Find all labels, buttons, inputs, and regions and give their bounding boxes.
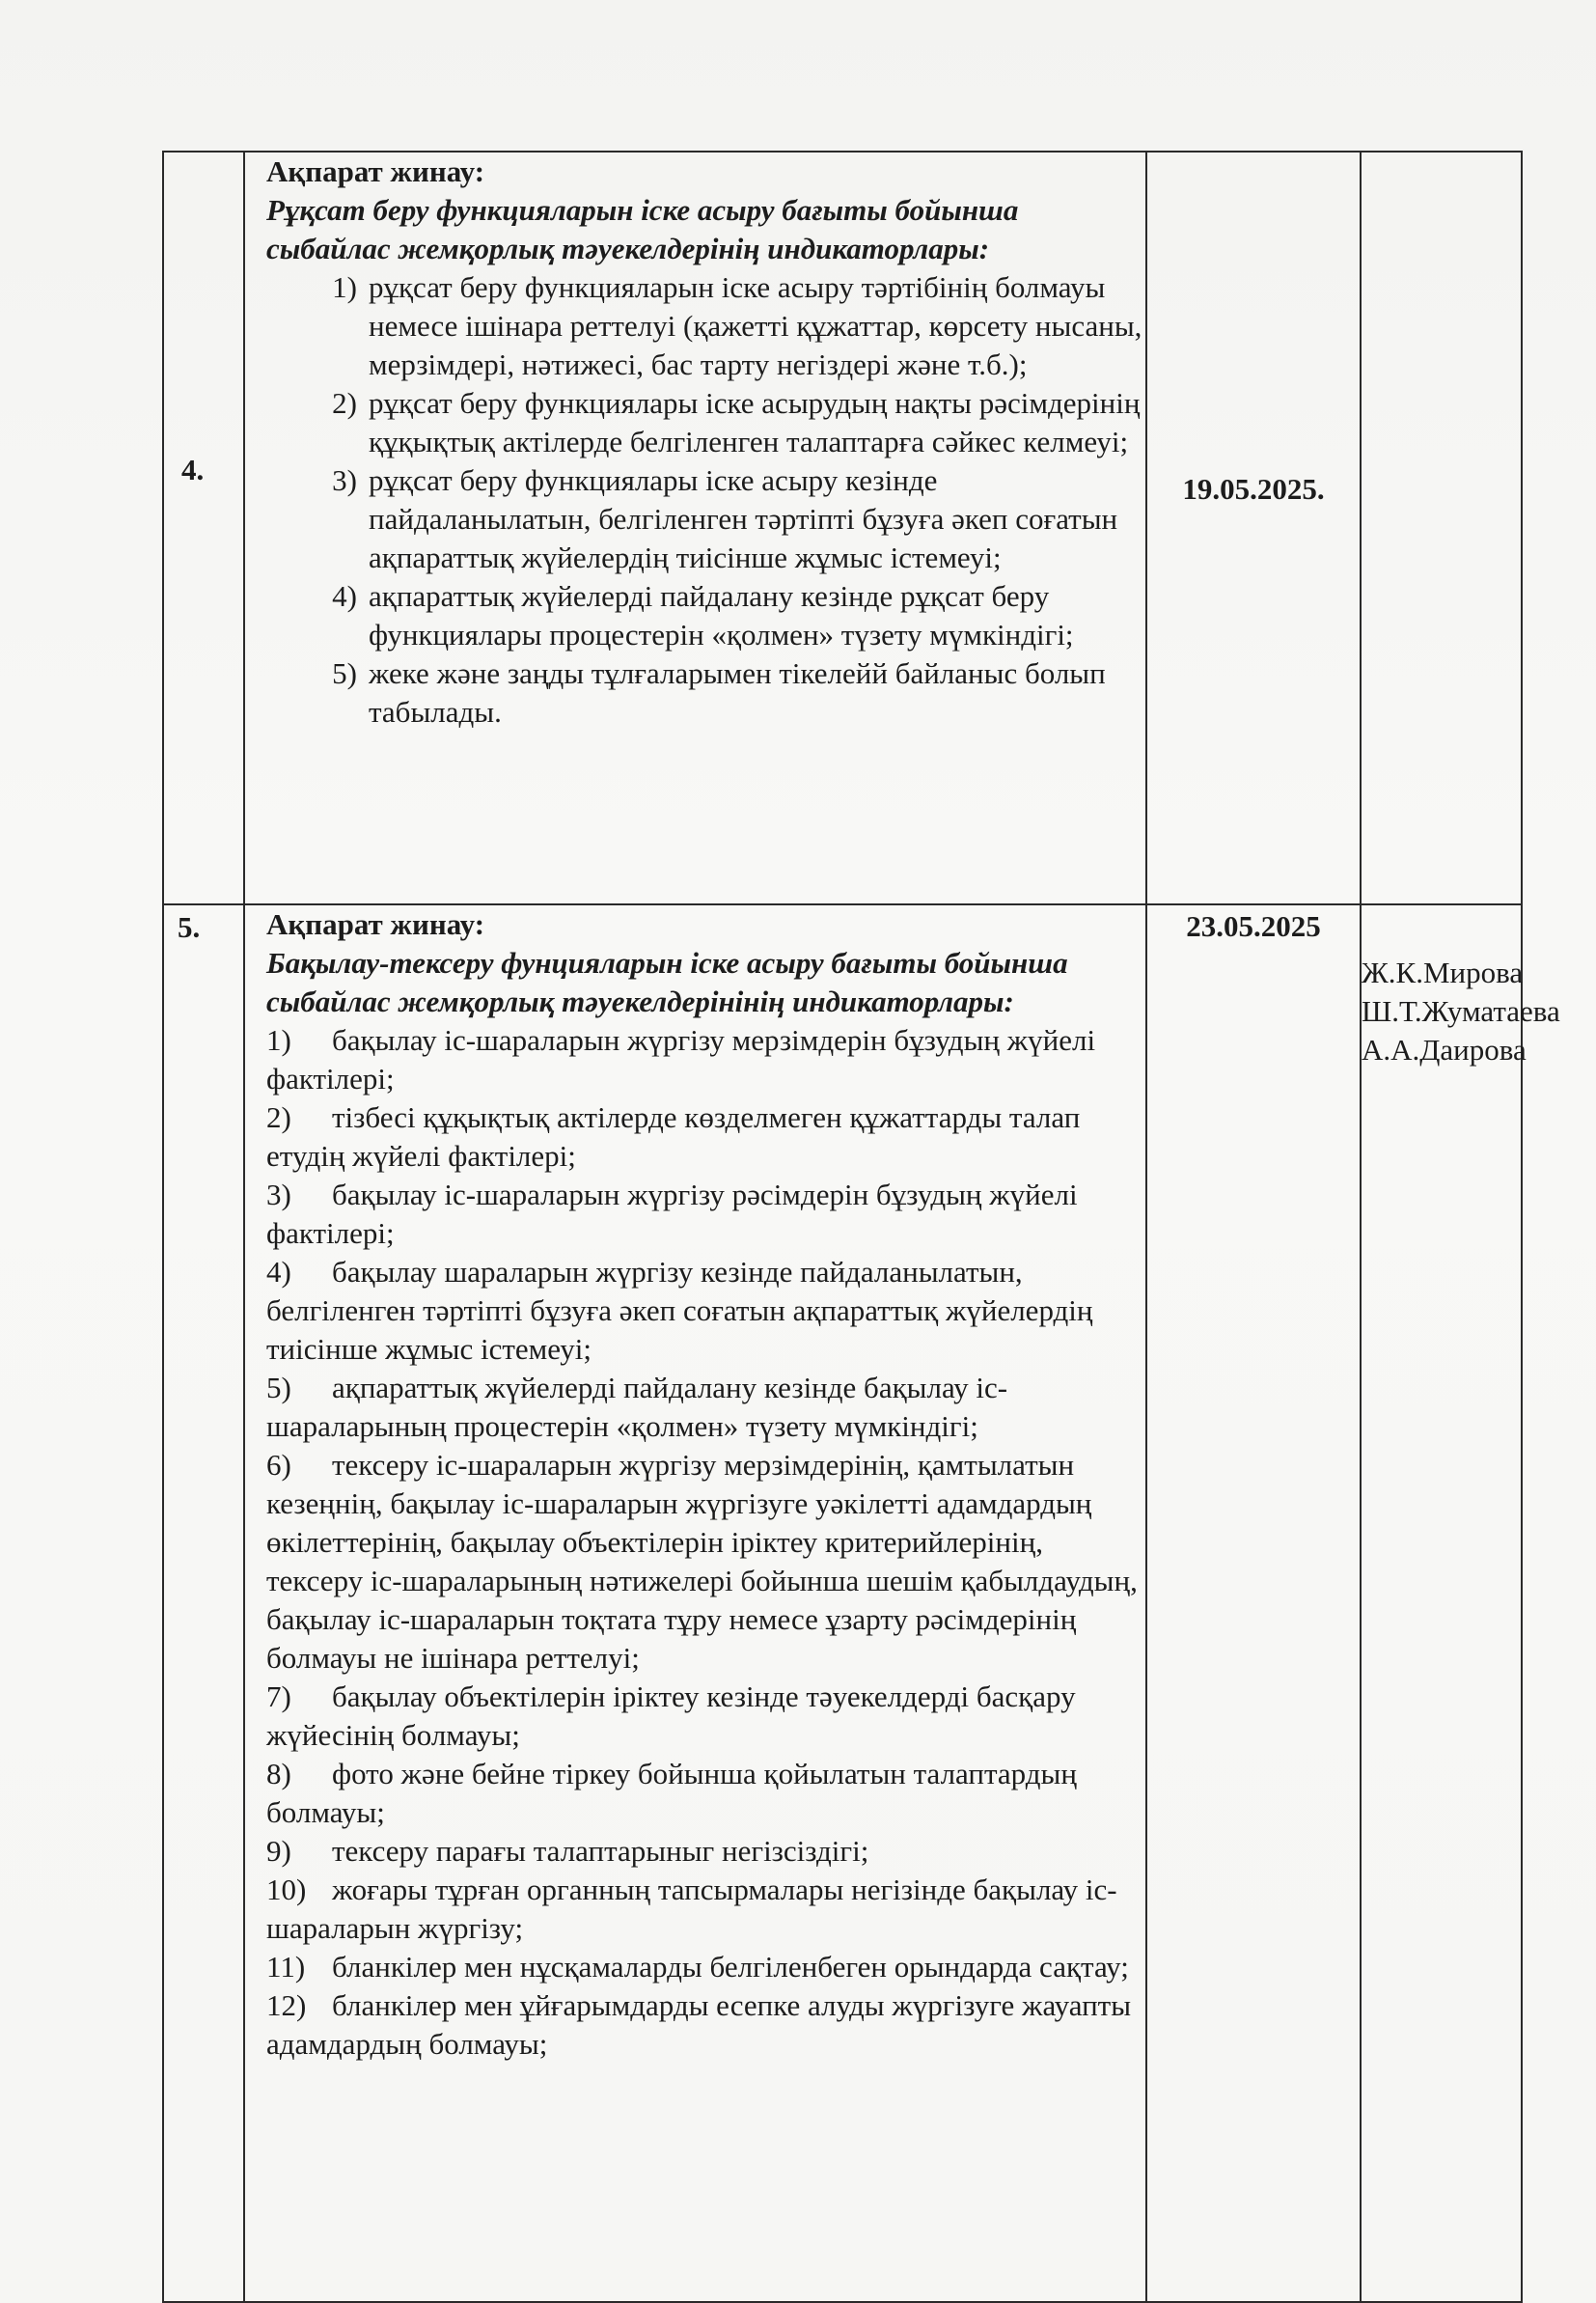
list-item [311,384,1145,461]
list-item [266,1446,1145,1678]
item-text: тізбесі құқықтық актілерде көзделмеген құжаттарды талап етудің жүйелі фактілері; [266,1100,1081,1173]
item-number: 11) [266,1950,306,1984]
item-number: 1) [332,270,357,304]
item-text: бланкілер мен нұсқамаларды белгіленбеген орындарда сақтау; [332,1950,1129,1984]
list-item [266,1755,1145,1832]
item-number: 4) [266,1255,291,1289]
indicator-list [266,1021,1145,2064]
item-text: жеке және заңды тұлғаларымен тікелейй байланыс болып табылады. [369,656,1106,729]
item-text: бақылау объектілерін іріктеу кезінде тәуекелдерді басқару жүйесінің болмауы; [266,1679,1076,1752]
row-number: 5. [178,910,201,944]
item-text: бланкілер мен ұйғарымдарды есепке алуды жүргізуге жауапты адамдардың болмауы; [266,1988,1132,2061]
item-text: рұқсат беру функциялары іске асыру кезінде пайдаланылатын, белгіленген тәртіпті бұзуға әкеп соғатын ақпараттық жүйелердің тиісінше жұмыс істемеуі; [369,463,1118,574]
item-text: фото және бейне тіркеу бойынша қойылатын талаптардың болмауы; [266,1757,1077,1829]
item-number: 10) [266,1873,307,1906]
list-item [266,1176,1145,1253]
table-row [163,152,1522,904]
list-item [266,1021,1145,1098]
row-subheading: Бақылау-тексеру фунцияларын іске асыру бағыты бойынша сыбайлас жемқорлық тәуекелдерінінің индикаторлары: [266,946,1068,1018]
item-text: тексеру іс-шараларын жүргізу мерзімдерінің, қамтылатын кезеңнің, бақылау іс-шараларын жүргізуге уәкілетті адамдардың өкілеттерінің, бақылау объектілерін іріктеу критерийлерінің, тексеру іс-шараларының нәтижелері бойынша шешім қабылдаудың, бақылау іс-шараларын тоқтата тұру немесе ұзарту рәсімдерінің болмауы не ішінара реттелуі; [266,1448,1138,1675]
row-number-cell [163,904,244,2302]
item-number: 4) [332,579,357,613]
item-text: ақпараттық жүйелерді пайдалану кезінде бақылау іс-шараларының процестерін «қолмен» түзету мүмкіндігі; [266,1371,1008,1443]
item-number: 6) [266,1448,291,1482]
item-number: 9) [266,1834,291,1868]
item-number: 2) [266,1100,291,1134]
list-item [311,268,1145,384]
item-text: тексеру парағы талаптарыныг негізсіздігі; [332,1834,869,1868]
row-date: 23.05.2025 [1186,909,1321,943]
row-content-cell [244,152,1146,904]
item-number: 3) [332,463,357,497]
row-heading: Ақпарат жинау: [266,154,485,188]
list-item [266,1678,1145,1755]
item-text: жоғары тұрған органның тапсырмалары негізінде бақылау іс-шараларын жүргізу; [266,1873,1117,1945]
list-item [266,1832,1145,1871]
list-item [266,1948,1145,1986]
item-text: ақпараттық жүйелерді пайдалану кезінде рұқсат беру функциялары процестерін «қолмен» түзету мүмкіндігі; [369,579,1074,652]
list-item [266,1253,1145,1369]
item-text: рұқсат беру функциялары іске асырудың нақты рәсімдерінің құқықтық актілерде белгіленген талаптарға сәйкес келмеуі; [369,386,1141,458]
item-number: 5) [332,656,357,690]
plan-table [162,151,1560,2303]
list-item [311,577,1145,654]
row-date-cell [1146,904,1361,2302]
item-number: 8) [266,1757,291,1790]
table-row [163,904,1522,2302]
item-number: 1) [266,1023,291,1057]
item-text: рұқсат беру функцияларын іске асыру тәртібінің болмауы немесе ішінара реттелуі (қажетті құжаттар, көрсету нысаны, мерзімдері, нәтижесі, бас тарту негіздері және т.б.); [369,270,1142,381]
list-item [311,654,1145,732]
row-responsible-cell [1361,152,1522,904]
indicator-list [266,268,1145,732]
item-number: 3) [266,1178,291,1211]
item-number: 2) [332,386,357,420]
row-number: 4. [181,453,205,486]
row-subheading: Рұқсат беру функцияларын іске асыру бағыты бойынша сыбайлас жемқорлық тәуекелдерінің индикаторлары: [266,193,1019,265]
item-number: 5) [266,1371,291,1404]
responsible-person: Ш.Т.Жуматаева [1362,994,1560,1028]
row-date: 19.05.2025. [1182,472,1325,506]
responsible-person: А.А.Даирова [1362,1033,1527,1067]
item-text: бақылау шараларын жүргізу кезінде пайдаланылатын, белгіленген тәртіпті бұзуға әкеп соғатын ақпараттық жүйелердің тиісінше жұмыс істемеуі; [266,1255,1093,1366]
list-item [266,1986,1145,2064]
item-text: бақылау іс-шараларын жүргізу рәсімдерін бұзудың жүйелі фактілері; [266,1178,1078,1250]
list-item [311,461,1145,577]
row-content-cell [244,904,1146,2302]
item-text: бақылау іс-шараларын жүргізу мерзімдерін бұзудың жүйелі фактілері; [266,1023,1096,1096]
row-heading: Ақпарат жинау: [266,907,485,941]
item-number: 7) [266,1679,291,1713]
row-date-cell [1146,152,1361,904]
list-item [266,1871,1145,1948]
list-item [266,1369,1145,1446]
row-responsible-cell [1361,904,1560,2302]
responsible-person: Ж.К.Мирова [1362,956,1524,989]
item-number: 12) [266,1988,307,2022]
list-item [266,1098,1145,1176]
row-number-cell [163,152,244,904]
